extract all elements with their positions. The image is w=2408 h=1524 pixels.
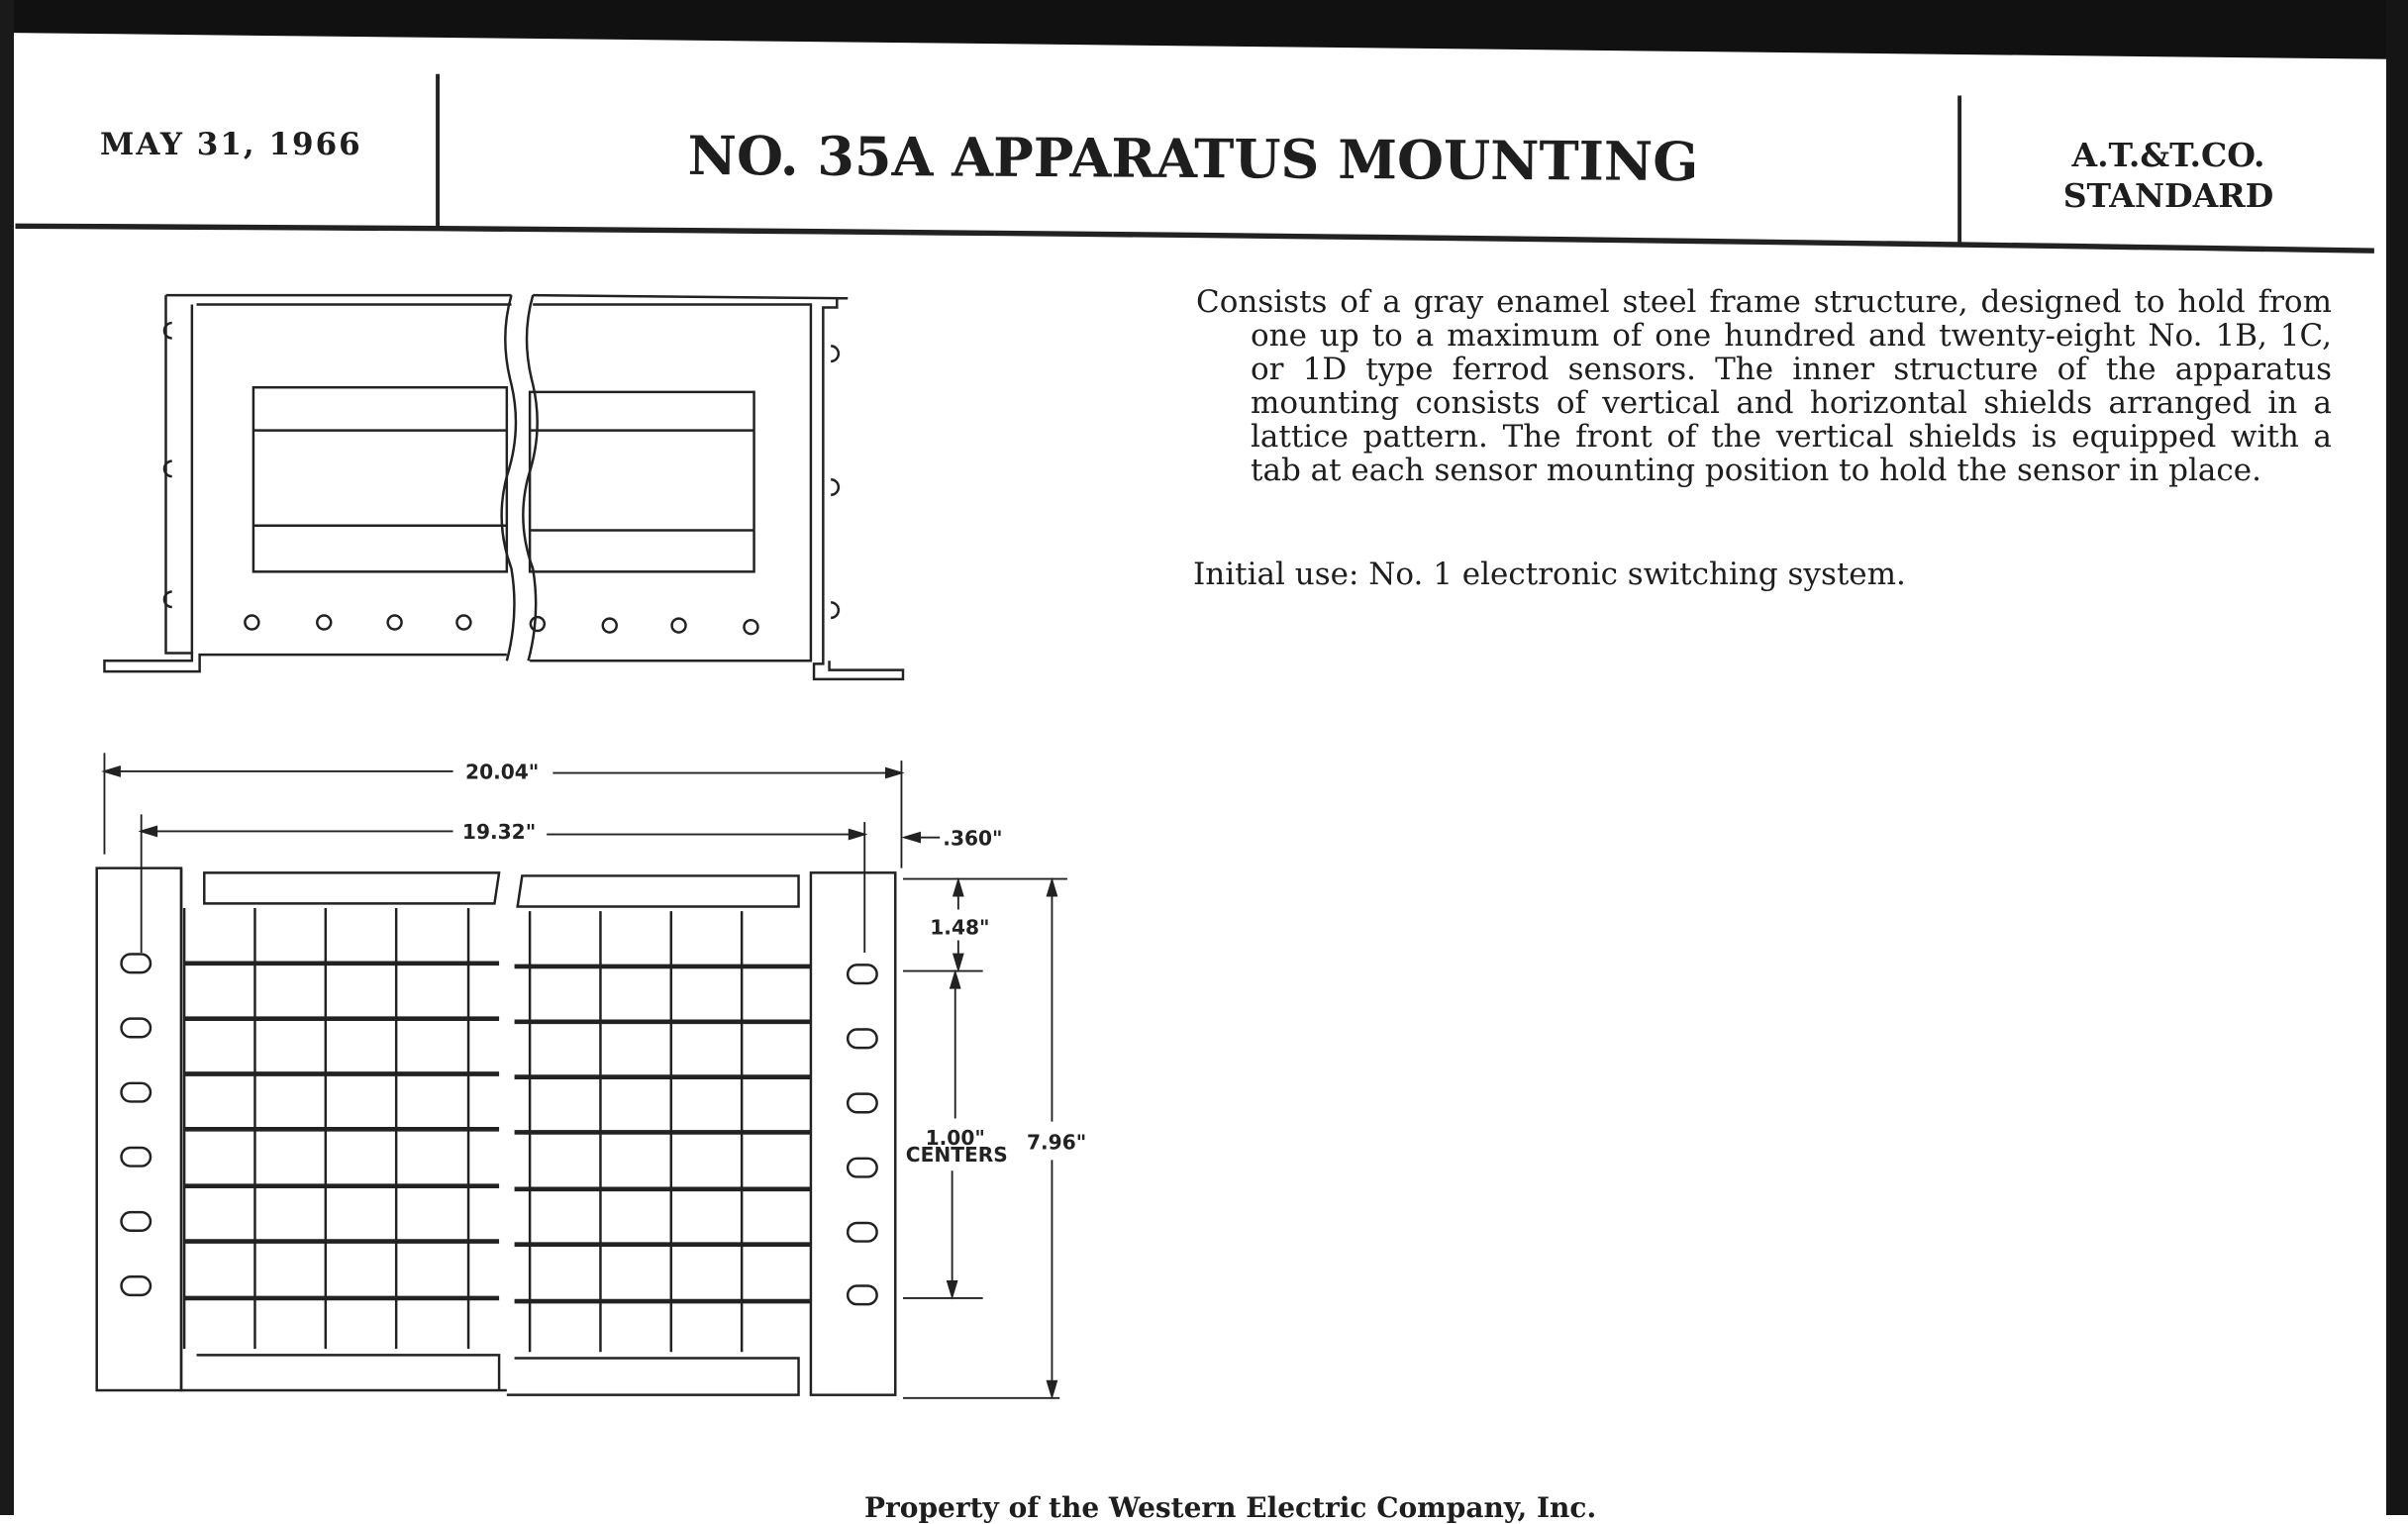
dimension-labels [462, 761, 1086, 1167]
overall-width-label: 20.04" [465, 760, 540, 784]
height-label: 7.96" [1026, 1130, 1087, 1155]
header-rules [16, 74, 2374, 251]
centers-value-label: 1.00" [925, 1125, 985, 1150]
initial-use-text: Initial use: No. 1 electronic switching system. [1193, 557, 1906, 592]
centers-label: CENTERS [905, 1142, 1008, 1167]
mounting-width-label: 19.32" [461, 820, 537, 845]
standard-line-2: STANDARD [2062, 176, 2274, 215]
issue-date: MAY 31, 1966 [100, 127, 362, 162]
standard-line-1: A.T.&T.CO. [2071, 136, 2265, 174]
footer-property-text: Property of the Western Electric Company, Inc. [864, 1491, 1597, 1524]
page-title: NO. 35A APPARATUS MOUNTING [687, 123, 1699, 194]
flange-label: .360" [943, 826, 1003, 851]
front-view-drawing [104, 295, 903, 679]
top-offset-label: 1.48" [930, 915, 990, 940]
lattice-view-drawing [97, 868, 896, 1395]
horizontal-shields [184, 964, 811, 1301]
description-paragraph: Consists of a gray enamel steel frame structure, designed to hold from one up to a maximum of one hundred and twenty-eight No. 1B, 1C, or 1D type ferrod sensors. The inner structure of the apparatus mounting consists of vertical and horizontal shields arranged in a lattice pattern. The front of the vertical shields is equipped with a tab at each sensor mounting position to hold the sensor in place. [1196, 284, 2332, 488]
mounting-holes [245, 616, 757, 635]
